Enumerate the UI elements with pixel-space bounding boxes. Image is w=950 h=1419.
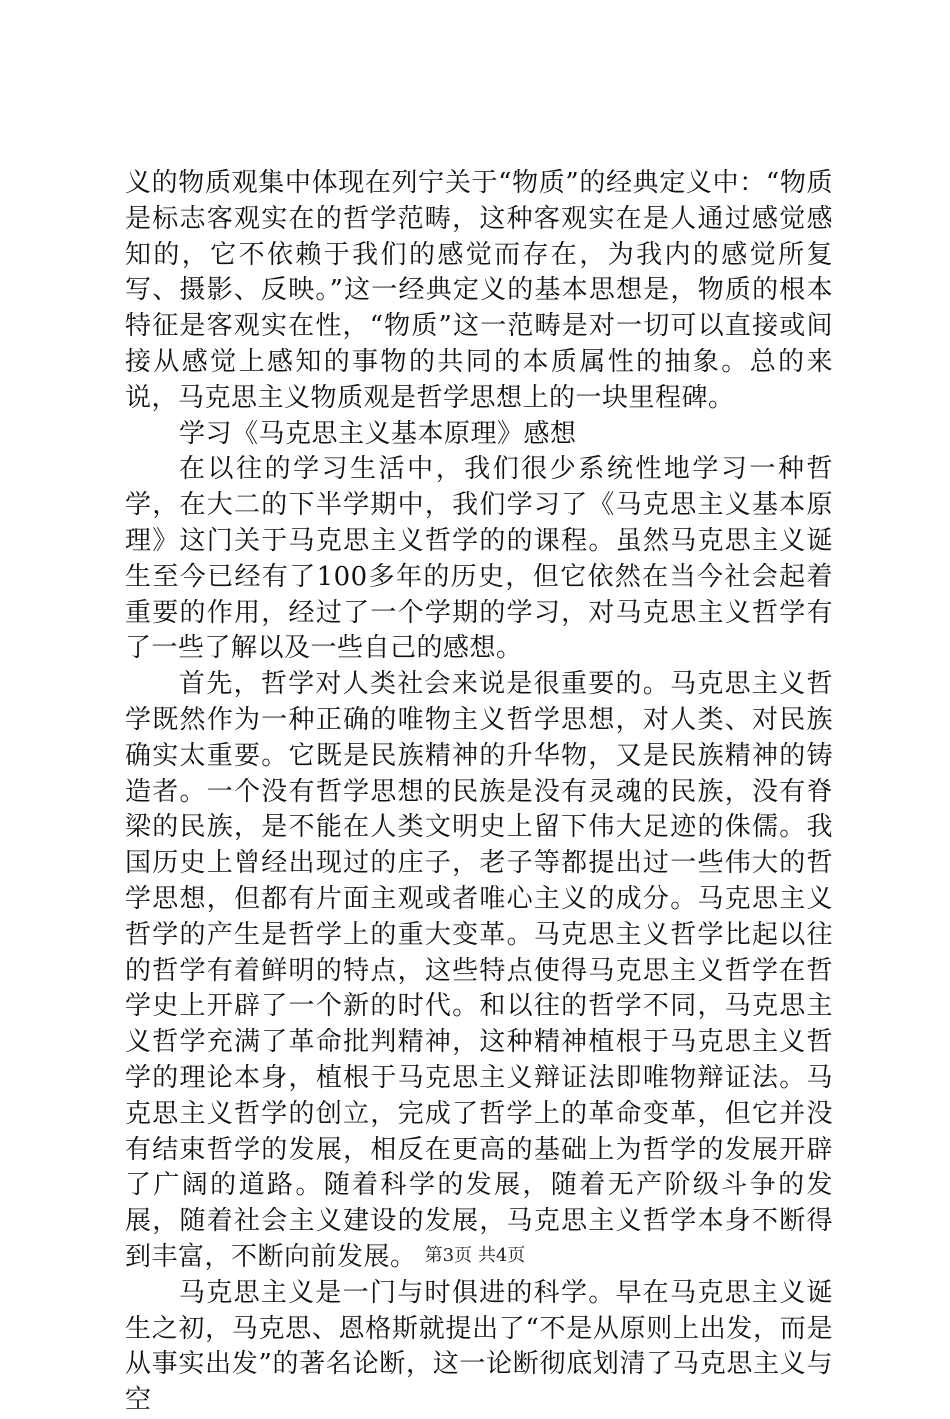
document-body [125,166,833,1419]
paragraph-second-point: 马克思主义是一门与时俱进的科学。早在马克思主义诞生之初，马克思、恩格斯就提出了“不是从原则上出发，而是从事实出发”的著名论断，这一论断彻底划清了马克思主义与空 [125,1277,833,1416]
paragraph-intro: 在以往的学习生活中，我们很少系统性地学习一种哲学，在大二的下半学期中，我们学习了《马克思主义基本原理》这门关于马克思主义哲学的的课程。虽然马克思主义诞生至今已经有了100多年的历史，但它依然在当今社会起着重要的作用，经过了一个学期的学习，对马克思主义哲学有了一些了解以及一些自己的感想。 [125,454,833,664]
paragraph-first-point: 首先，哲学对人类社会来说是很重要的。马克思主义哲学既然作为一种正确的唯物主义哲学思想，对人类、对民族确实太重要。它既是民族精神的升华物，又是民族精神的铸造者。一个没有哲学思想的民族是没有灵魂的民族，没有脊梁的民族，是不能在人类文明史上留下伟大足迹的侏儒。我国历史上曾经出现过的庄子，老子等都提出过一些伟大的哲学思想，但都有片面主观或者唯心主义的成分。马克思主义哲学的产生是哲学上的重大变革。马克思主义哲学比起以往的哲学有着鲜明的特点，这些特点使得马克思主义哲学在哲学史上开辟了一个新的时代。和以往的哲学不同，马克思主义哲学充满了革命批判精神，这种精神植根于马克思主义哲学的理论本身，植根于马克思主义辩证法即唯物辩证法。马克思主义哲学的创立，完成了哲学上的革命变革，但它并没有结束哲学的发展，相反在更高的基础上为哲学的发展开辟了广阔的道路。随着科学的发展，随着无产阶级斗争的发展，随着社会主义建设的发展，马克思主义哲学本身不断得到丰富，不断向前发展。 [125,669,833,1272]
section-heading: 学习《马克思主义基本原理》感想 [179,418,577,449]
page-number-footer: 第3页 共4页 [424,1245,526,1266]
paragraph-continuation: 义的物质观集中体现在列宁关于“物质”的经典定义中：“物质是标志客观实在的哲学范畴，这种客观实在是人通过感觉感知的，它不依赖于我们的感觉而存在，为我内的感觉所复写、摄影、反映。”这一经典定义的基本思想是，物质的根本特征是客观实在性，“物质”这一范畴是对一切可以直接或间接从感觉上感知的事物的共同的本质属性的抽象。总的来说，马克思主义物质观是哲学思想上的一块里程碑。 [125,168,833,413]
